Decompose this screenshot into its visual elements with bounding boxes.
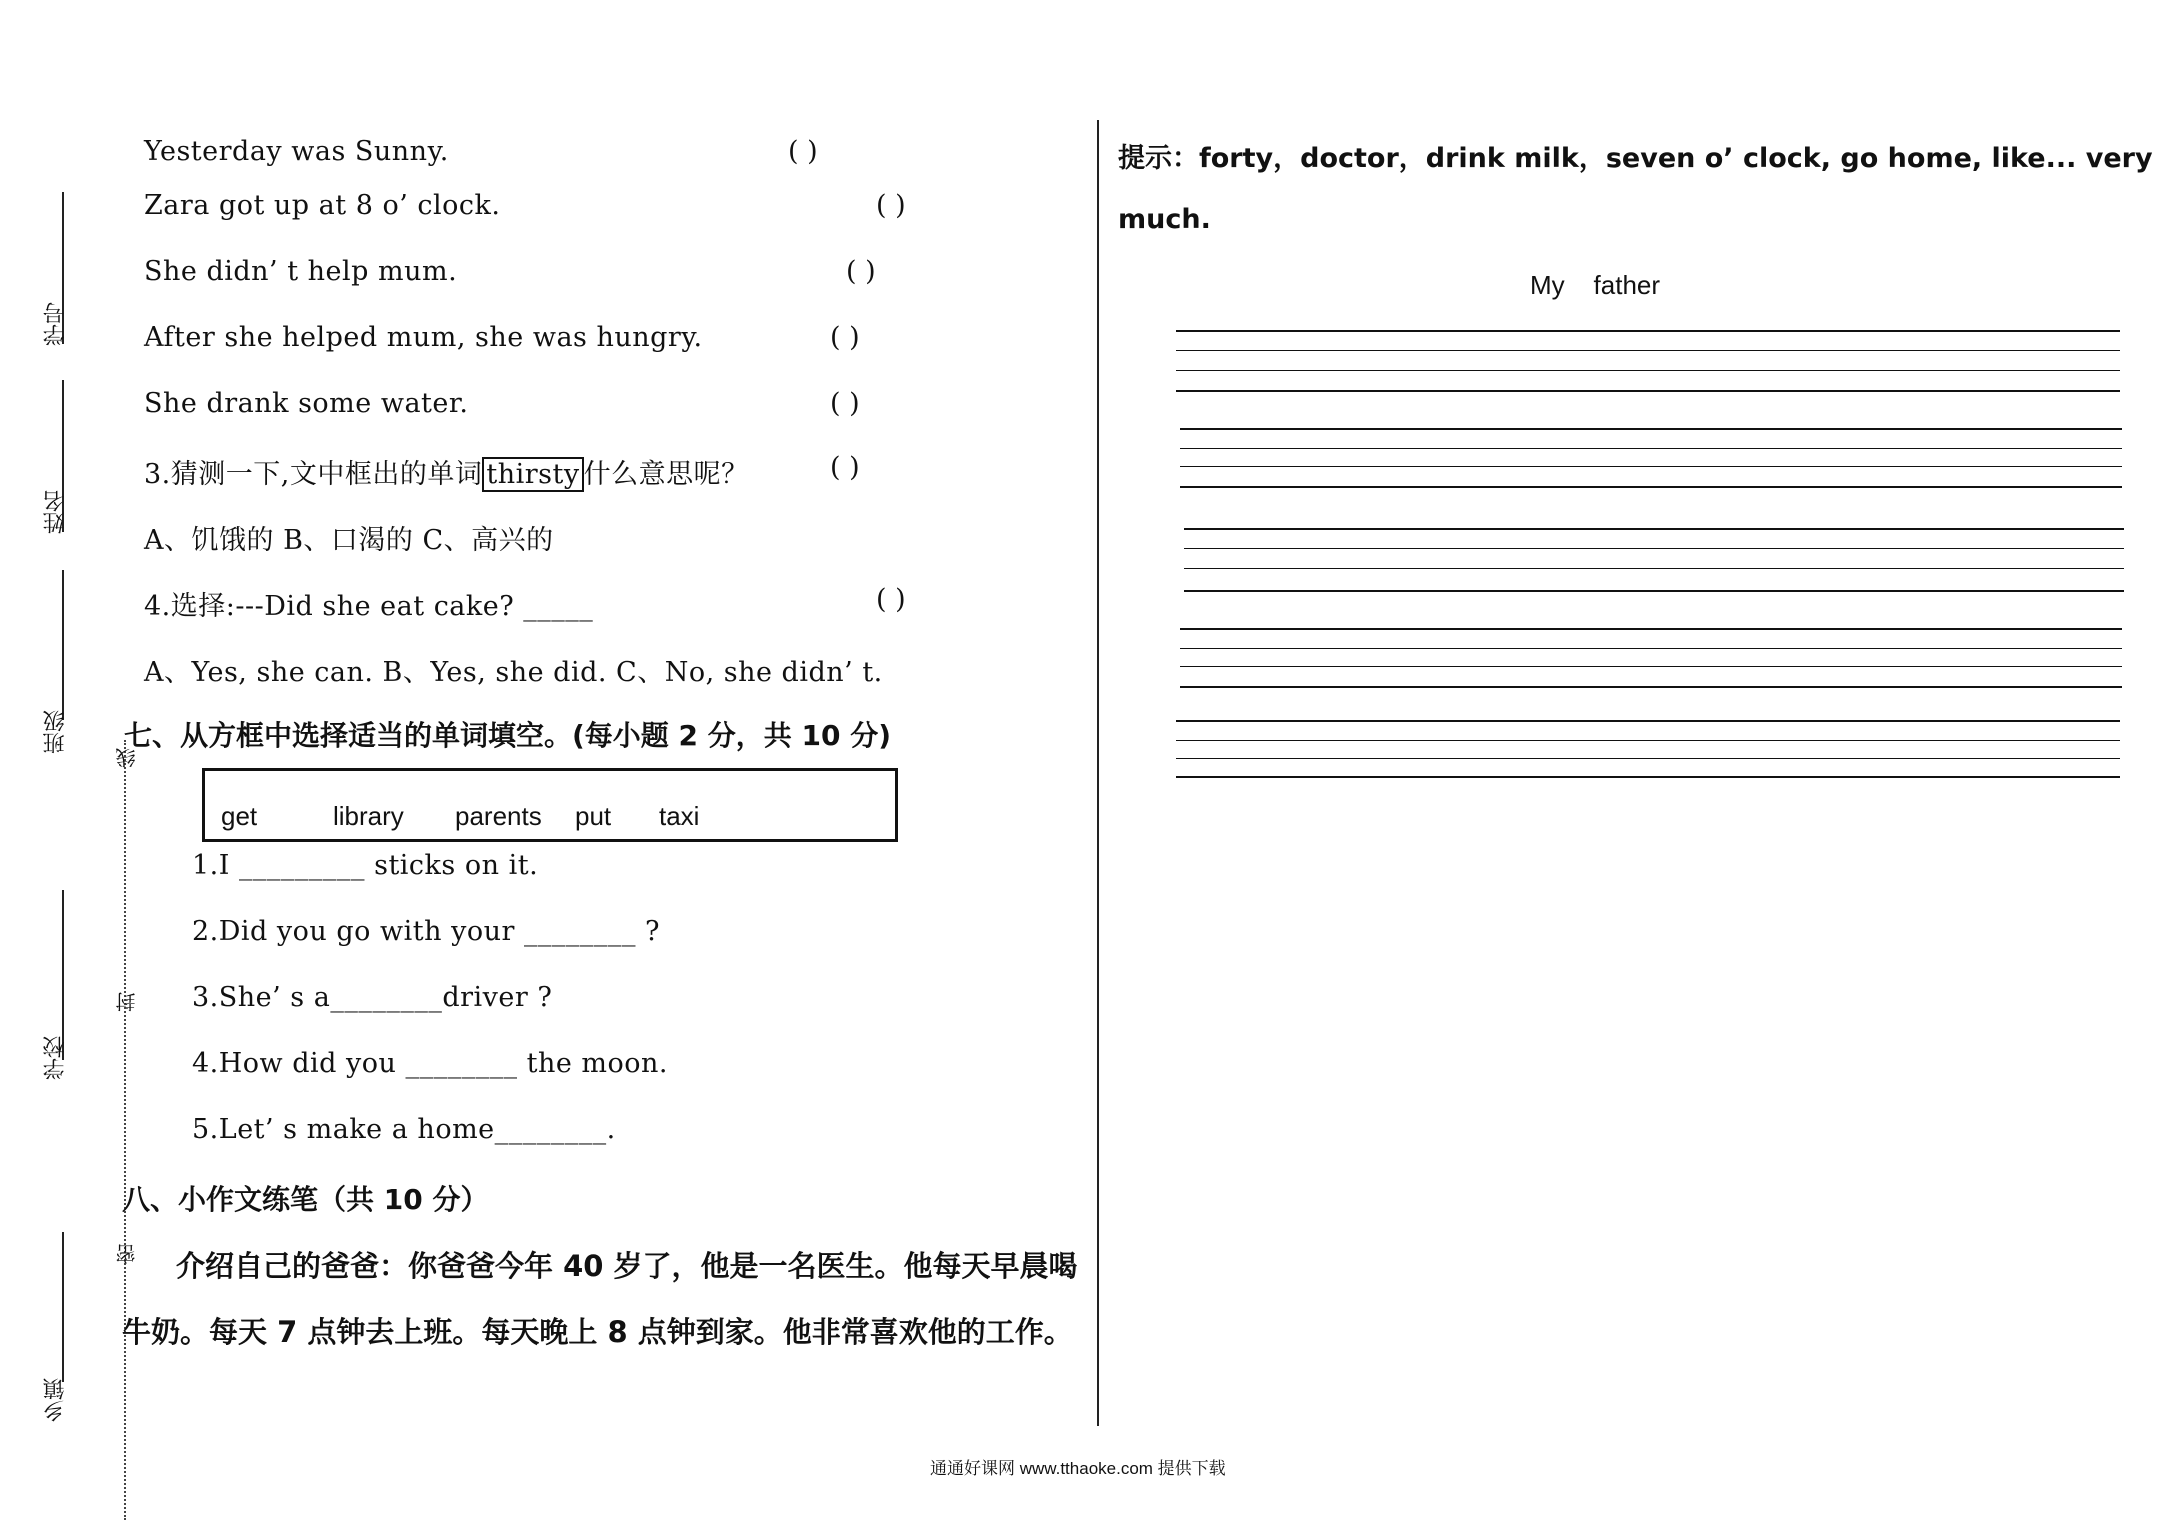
margin-label-town: 乡镇 xyxy=(43,1378,68,1422)
writing-line xyxy=(1176,330,2120,332)
judge-item-1: Yesterday was Sunny. xyxy=(144,136,449,167)
writing-line xyxy=(1184,568,2124,569)
word-box-item: put xyxy=(575,801,612,831)
essay-prompt-line-1: 介绍自己的爸爸：你爸爸今年 40 岁了，他是一名医生。他每天早晨喝 xyxy=(176,1249,1078,1283)
writing-line xyxy=(1180,628,2122,630)
writing-line xyxy=(1180,648,2122,649)
section-7-title: 七、从方框中选择适当的单词填空。(每小题 2 分，共 10 分) xyxy=(124,719,892,752)
writing-line xyxy=(1176,350,2120,351)
writing-line xyxy=(1176,720,2120,722)
word-box-item: taxi xyxy=(659,801,700,831)
question-3-prefix: 3.猜测一下,文中框出的单词 xyxy=(144,459,483,490)
writing-line xyxy=(1176,740,2120,741)
answer-paren: ( ) xyxy=(830,388,860,419)
margin-line xyxy=(62,570,64,720)
section-8-title: 八、小作文练笔（共 10 分） xyxy=(122,1183,489,1216)
word-box-item: get xyxy=(221,801,258,831)
margin-line xyxy=(62,890,64,1060)
writing-line xyxy=(1180,686,2122,688)
question-4-options: A、Yes, she can. B、Yes, she did. C、No, she didn’ t. xyxy=(144,657,883,688)
answer-paren: ( ) xyxy=(830,322,860,353)
judge-item-4: After she helped mum, she was hungry. xyxy=(144,322,703,353)
question-3 xyxy=(144,452,749,491)
writing-line xyxy=(1184,528,2124,530)
writing-line xyxy=(1180,666,2122,667)
margin-label-school: 学校 xyxy=(43,1036,68,1080)
column-divider xyxy=(1097,120,1099,1426)
word-box-item: parents xyxy=(455,801,542,831)
seal-word-seal: 封 xyxy=(115,992,139,1012)
writing-line xyxy=(1180,486,2122,488)
footer-credit: 通通好课网 www.tthaoke.com 提供下载 xyxy=(930,1459,1226,1478)
writing-line xyxy=(1184,548,2124,549)
seal-word-secret: 密 xyxy=(115,1244,139,1264)
margin-line xyxy=(62,1232,64,1382)
answer-paren: ( ) xyxy=(830,452,860,483)
answer-paren: ( ) xyxy=(876,584,906,615)
fill-item-1: 1.I _________ sticks on it. xyxy=(192,850,539,881)
writing-line xyxy=(1176,370,2120,371)
boxed-word: thirsty xyxy=(482,457,583,492)
margin-label-name: 姓名 xyxy=(43,490,68,534)
essay-title: My father xyxy=(1530,270,1661,300)
writing-line xyxy=(1184,590,2124,592)
hint-line-1: 提示：forty，doctor，drink milk，seven o’ clock, go home, like... very xyxy=(1118,143,2153,174)
fill-item-3: 3.She’ s a________driver ? xyxy=(192,982,553,1013)
margin-label-student-id: 学号 xyxy=(43,302,68,346)
question-3-options: A、饥饿的 B、口渴的 C、高兴的 xyxy=(144,525,554,556)
margin-label-class: 班级 xyxy=(43,710,68,754)
word-box-item: library xyxy=(333,801,404,831)
fill-item-4: 4.How did you ________ the moon. xyxy=(192,1048,668,1079)
writing-line xyxy=(1176,390,2120,392)
writing-line xyxy=(1180,428,2122,430)
answer-paren: ( ) xyxy=(846,256,876,287)
essay-prompt-line-2: 牛奶。每天 7 点钟去上班。每天晚上 8 点钟到家。他非常喜欢他的工作。 xyxy=(122,1315,1073,1349)
judge-item-3: She didn’ t help mum. xyxy=(144,256,458,287)
answer-paren: ( ) xyxy=(788,136,818,167)
fill-item-5: 5.Let’ s make a home________. xyxy=(192,1114,616,1145)
hint-line-2: much. xyxy=(1118,204,1211,235)
writing-line xyxy=(1180,448,2122,449)
judge-item-2: Zara got up at 8 o’ clock. xyxy=(144,190,501,221)
question-4: 4.选择:---Did she eat cake? _____ xyxy=(144,591,594,622)
fill-item-2: 2.Did you go with your ________ ? xyxy=(192,916,661,947)
seal-dotted-line xyxy=(124,740,126,1520)
writing-line xyxy=(1176,776,2120,778)
writing-line xyxy=(1180,466,2122,467)
writing-line xyxy=(1176,758,2120,759)
seal-word-line: 线 xyxy=(115,748,139,768)
question-3-suffix: 什么意思呢？ xyxy=(583,459,749,490)
judge-item-5: She drank some water. xyxy=(144,388,469,419)
answer-paren: ( ) xyxy=(876,190,906,221)
word-box xyxy=(202,768,898,842)
